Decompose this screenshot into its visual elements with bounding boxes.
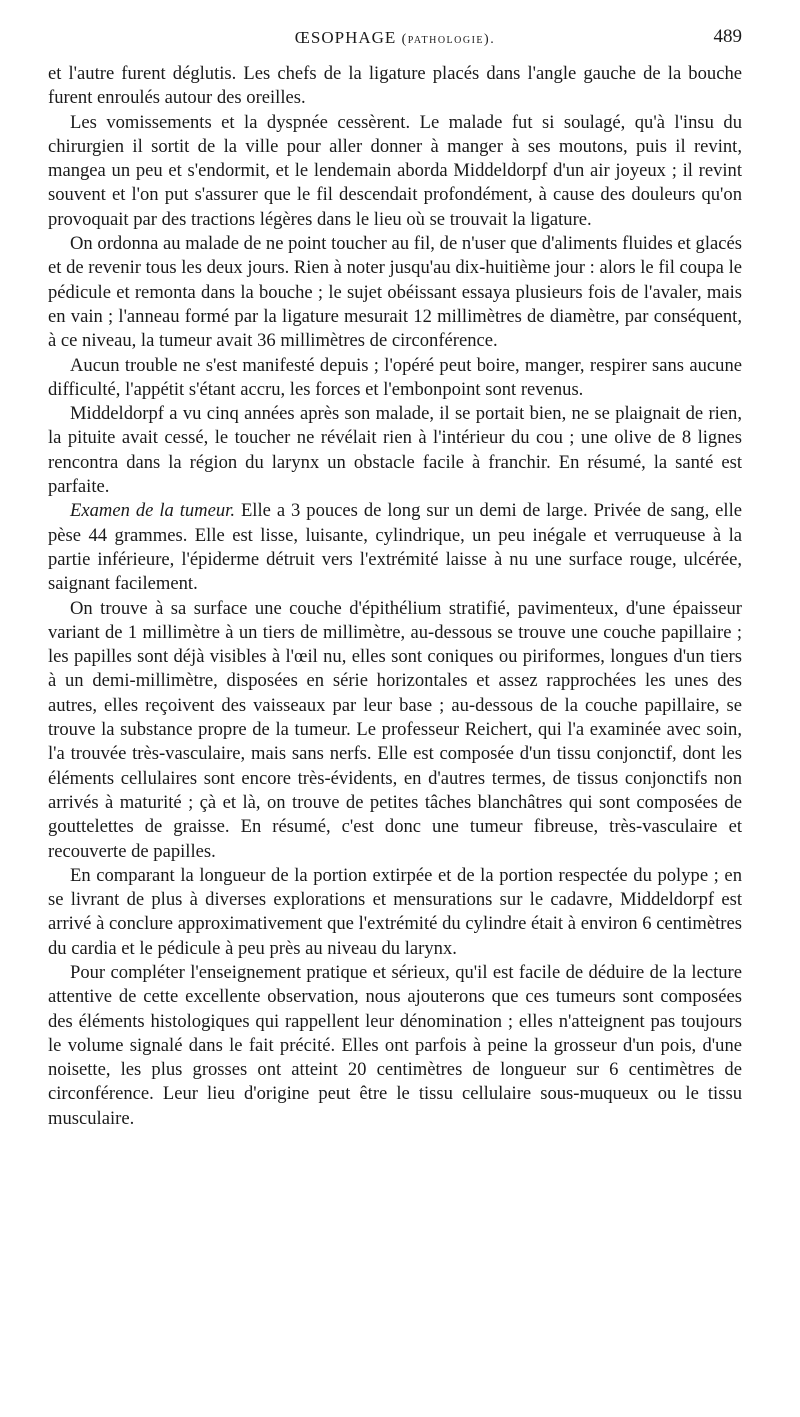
exam-paragraph (48, 499, 742, 596)
exam-heading: Examen de la tumeur. (70, 500, 235, 522)
book-page (48, 22, 742, 1131)
header-title: ŒSOPHAGE (294, 28, 397, 47)
paragraph: et l'autre furent déglutis. Les chefs de la ligature placés dans l'angle gauche de la bouche furent enroulés autour des oreilles. (48, 63, 742, 109)
running-header (48, 22, 742, 62)
exam-text: Elle a 3 pouces de long sur un demi de large. Privée de sang, elle pèse 44 grammes. Elle est lisse, luisante, cylindrique, un peu inégale et verruqueuse à la partie inférieure, l'épiderme détruit vers l'extrémité laisse à nu une surface rouge, ulcérée, saignant facilement. (48, 500, 743, 595)
body-text (48, 62, 742, 1131)
page-number: 489 (713, 26, 742, 47)
paragraph: Middeldorpf a vu cinq années après son malade, il se portait bien, ne se plaignait de rien, la pituite avait cessé, le toucher ne révélait rien à l'intérieur du cou ; une olive de 8 lignes rencontra dans la région du larynx un obstacle facile à franchir. En résumé, la santé est parfaite. (48, 403, 742, 498)
paragraph: Pour compléter l'enseignement pratique et sérieux, qu'il est facile de déduire de la lecture attentive de cette excellente observation, nous ajouterons que ces tumeurs sont composées des éléments histologiques qui rappellent leur dénomination ; elles n'atteignent pas toujours le volume signalé dans le fait précité. Elles ont parfois à peine la grosseur d'un pois, d'une noisette, les plus grosses ont atteint 20 centimètres de longueur sur 6 centimètres de circonférence. Leur lieu d'origine peut être le tissu cellulaire sous-muqueux ou le tissu musculaire. (48, 961, 742, 1129)
paragraph: En comparant la longueur de la portion extirpée et de la portion respectée du polype ; en se livrant de plus à diverses explorations et mensurations sur le cadavre, Middeldorpf est arrivé à conclure approximativement que l'extrémité du cylindre était à environ 6 centimètres du cardia et le pédicule à peu près au niveau du larynx. (48, 864, 742, 959)
header-subtitle: (pathologie). (401, 32, 496, 47)
paragraph: Les vomissements et la dyspnée cessèrent. Le malade fut si soulagé, qu'à l'insu du chirurgien il sortit de la ville pour aller donner à manger à ses moutons, puis il revint, mangea un peu et s'endormit, et le lendemain aborda Middeldorpf d'un air joyeux ; il revint souvent et l'on put s'assurer que le fil descendait profondément, à cause des douleurs qu'on provoquait par des tractions légères dans le lieu où se trouvait la ligature. (48, 111, 742, 230)
paragraph: On ordonna au malade de ne point toucher au fil, de n'user que d'aliments fluides et glacés et de revenir tous les deux jours. Rien à noter jusqu'au dix-huitième jour : alors le fil coupa le pédicule et remonta dans la bouche ; le sujet obéissant essaya plusieurs fois de l'avaler, mais en vain ; l'anneau formé par la ligature mesurait 12 millimètres de diamètre, par conséquent, à ce niveau, la tumeur avait 36 millimètres de circonférence. (48, 233, 742, 352)
paragraph: On trouve à sa surface une couche d'épithélium stratifié, pavimenteux, d'une épaisseur variant de 1 millimètre à un tiers de millimètre, au-dessous se trouve une couche papillaire ; les papilles sont déjà visibles à l'œil nu, elles sont coniques ou piriformes, longues d'un tiers à un demi-millimètre, disposées en série horizontales et assez rapprochées les unes des autres, elles reçoivent des vaisseaux par leur base ; au-dessous de la couche papillaire, se trouve la substance propre de la tumeur. Le professeur Reichert, qui l'a examinée avec soin, l'a trouvée très-vasculaire, mais sans nerfs. Elle est composée d'un tissu conjonctif, dont les éléments cellulaires sont encore très-évidents, en d'autres termes, de tissus conjonctifs non arrivés à maturité ; çà et là, on trouve de petites tâches blanchâtres qui sont composées de gouttelettes de graisse. En résumé, c'est donc une tumeur fibreuse, très-vasculaire et recouverte de papilles. (48, 597, 742, 862)
paragraph: Aucun trouble ne s'est manifesté depuis ; l'opéré peut boire, manger, respirer sans aucune difficulté, l'appétit s'étant accru, les forces et l'embonpoint sont revenus. (48, 354, 742, 400)
running-title (48, 28, 742, 48)
